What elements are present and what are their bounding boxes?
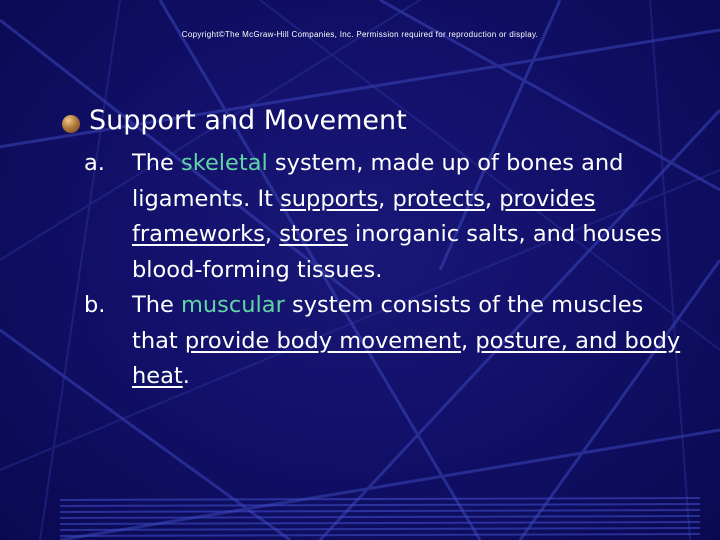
text-segment: The bbox=[132, 150, 181, 176]
text-segment: The bbox=[132, 292, 181, 318]
underlined-term: provides frameworks bbox=[132, 185, 596, 247]
text-segment: , bbox=[264, 221, 280, 247]
text-segment: , bbox=[378, 185, 393, 212]
underlined-term: supports bbox=[280, 185, 379, 212]
highlight-term: skeletal bbox=[181, 150, 268, 176]
text-segment: system consists of the muscles that bbox=[132, 292, 644, 354]
copyright-notice: Copyright©The McGraw-Hill Companies, Inc. Permission required for reproduction or display. bbox=[181, 30, 539, 39]
underlined-term: provide body movement bbox=[184, 327, 461, 354]
text-segment: . bbox=[182, 363, 190, 389]
text-segment: , bbox=[484, 185, 500, 212]
text-segment: system, made up of bones and ligaments. It bbox=[132, 150, 624, 212]
slide-heading: Support and Movement bbox=[89, 105, 407, 136]
highlight-term: muscular bbox=[181, 292, 285, 318]
underlined-term: posture, and body heat bbox=[132, 327, 681, 389]
content-list bbox=[84, 146, 684, 395]
bullet-icon bbox=[62, 115, 80, 133]
text-segment: , bbox=[461, 327, 476, 354]
text-segment: inorganic salts, and houses blood-forming tissues. bbox=[132, 221, 662, 283]
list-item-muscular bbox=[84, 288, 684, 395]
list-item-skeletal bbox=[84, 146, 684, 288]
underlined-term: protects bbox=[392, 185, 485, 212]
underlined-term: stores bbox=[279, 221, 348, 247]
list-marker: b. bbox=[84, 292, 106, 318]
list-marker: a. bbox=[84, 150, 105, 176]
